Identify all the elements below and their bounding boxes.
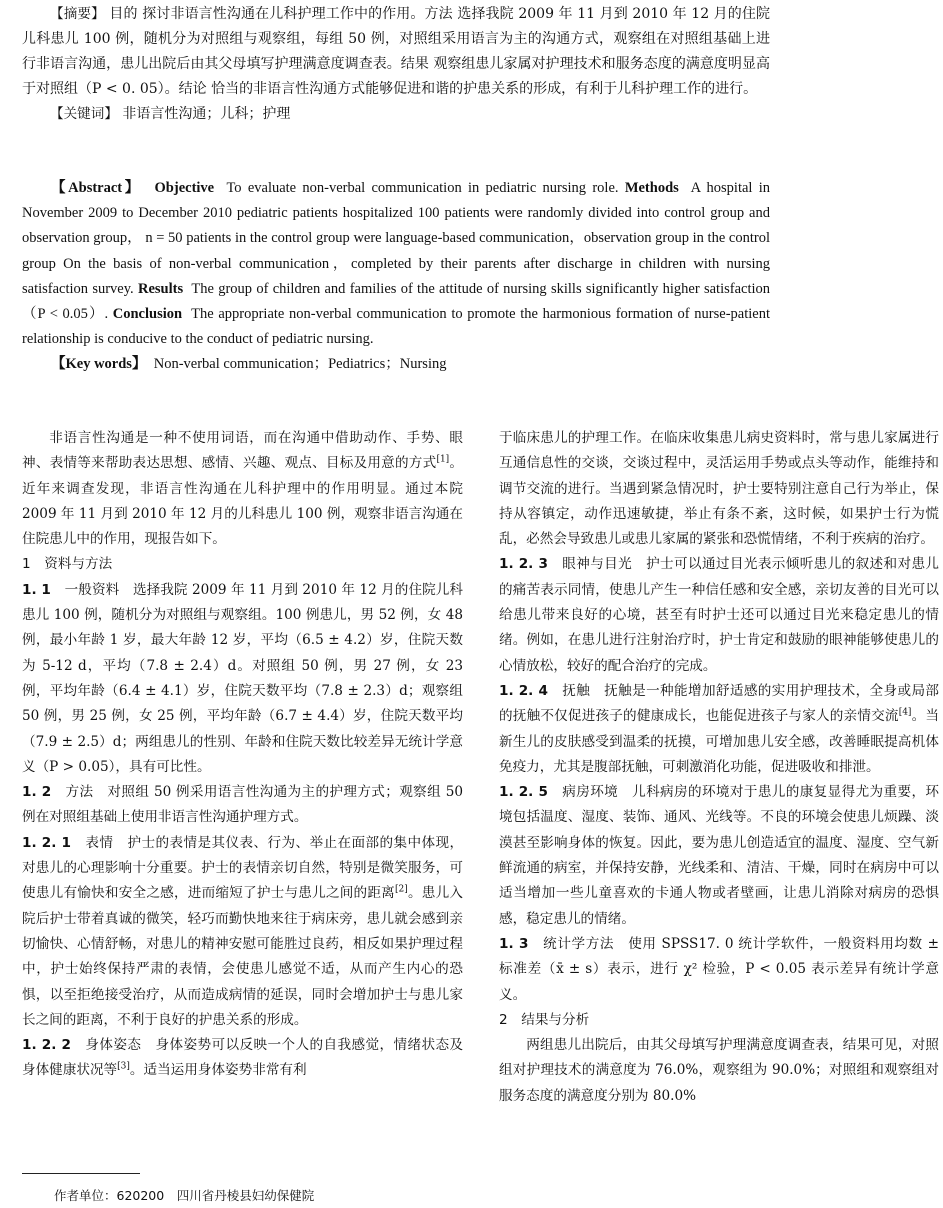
citation: [3] (117, 1061, 130, 1072)
conclusion-text: The appropriate non-verbal communication to promote the harmonious formation of nurse-patient relationship is conducive to the conduct of pediatric nursing. (22, 306, 770, 348)
en-keywords-text: Non-verbal communication；Pediatrics；Nursing (153, 356, 447, 373)
section-title: 表情 (85, 834, 114, 851)
section-number: 1. 2 (22, 784, 52, 801)
section-title: 方法 (65, 784, 94, 801)
section-text: 选择我院 2009 年 11 月到 2010 年 12 月的住院儿科患儿 100 例，随机分为对照组与观察组。100 例患儿，男 52 例，女 48 例，最小年龄 1 岁，最大年龄 12 岁，平均（6.5 ± 4.2）岁，住院天数为 5-12 d，平均（7.8 ± 2.4）d。对照组 50 例，男 27 例，女 23 例，平均年龄（6.4 ± 4.1）岁，住院天数平均（7.8 ± 2.3）d；观察组 50 例，男 25 例，女 25 例，平均年龄（6.7 ± 4.4）岁，住院天数平均（7.9 ± 2.5）d；两组患儿的性别、年龄和住院天数比较差异无统计学意义（P > 0.05），具有可比性。 (22, 581, 464, 775)
en-abstract-label: 【Abstract】 (51, 180, 142, 196)
section-text: 使用 SPSS17. 0 统计学软件，一般资料用均数 ± 标准差（x̄ ± s）表示，进行 χ² 检验，P < 0.05 表示差异有统计学意义。 (499, 935, 940, 1003)
section-1-2-5 (499, 780, 939, 932)
section-title: 病房环境 (562, 784, 619, 801)
section-1-2-3 (499, 552, 939, 678)
section-number: 1. 2. 4 (499, 682, 548, 699)
objective-text: To evaluate non-verbal communication in pediatric nursing role. (226, 180, 619, 196)
section-title: 身体姿态 (85, 1037, 142, 1054)
abstract-body: 目的 探讨非语言性沟通在儿科护理工作中的作用。方法 选择我院 2009 年 11 月到 2010 年 12 月的住院儿科患儿 100 例，随机分为对照组与观察组，每组 50 例，对照组采用语言为主的沟通方式，观察组在对照组基础上进行非语言沟通，患儿出院后由其父母填写护理满意度调查表。结果 观察组患儿家属对护理技术和服务态度的满意度明显高于对照组（P < 0. 05）。结论 恰当的非语言性沟通方式能够促进和谐的护患关系的形成，有利于儿科护理工作的进行。 (22, 6, 771, 97)
section-text: 抚触是一种能增加舒适感的实用护理技术，全身或局部的抚触不仅促进孩子的健康成长，也能促进孩子与家人的亲情交流 (499, 682, 940, 725)
results-paragraph: 两组患儿出院后，由其父母填写护理满意度调查表，结果可见，对照组对护理技术的满意度为 76.0%，观察组为 90.0%；对照组和观察组对服务态度的满意度分别为 80.0% (499, 1037, 939, 1104)
keywords-label: 【关键词】 (50, 106, 118, 122)
section-text: 身体姿势可以反映一个人的自我感觉，情绪状态及身体健康状况等 (22, 1037, 464, 1079)
abstract-label: 【摘要】 (50, 6, 105, 22)
section-text-cont: 。患儿入院后护士带着真诚的微笑，轻巧而勤快地来往于病床旁，患儿就会感到亲切愉快、心情舒畅，对患儿的精神安慰可能胜过良药，相反如果护理过程中，护士始终保持严肃的表情，会使患儿感觉不适，从而产生内心的恐惧，以至拒绝接受治疗，从而造成病情的延误，同时会增加护士与患儿家长之间的距离，不利于良好的护患关系的形成。 (22, 885, 464, 1028)
section-1-2-4 (499, 679, 939, 780)
objective-label: Objective (154, 180, 215, 196)
chinese-abstract (22, 2, 770, 127)
left-column (22, 426, 463, 1084)
section-number: 1. 2. 3 (499, 556, 548, 573)
section-text: 儿科病房的环境对于患儿的康复显得尤为重要，环境包括温度、湿度、装饰、通风、光线等。不良的环境会使患儿烦躁、淡漠甚至影响身体的恢复。因此，要为患儿创造适宜的温度、湿度、空气新鲜流通的病室，并保持安静，光线柔和、清洁、干燥，同时在病房中可以适当增加一些儿童喜欢的卡通人物或者壁画，让患儿消除对病房的恐惧感，稳定患儿的情绪。 (499, 784, 940, 927)
section-1-2 (22, 780, 463, 831)
conclusion-label: Conclusion (112, 306, 183, 323)
english-abstract (22, 176, 770, 378)
section-1-3 (499, 932, 939, 1008)
section-1-2-2 (22, 1033, 463, 1084)
footnote-rule (22, 1173, 140, 1174)
en-keywords-label: 【Key words】 (51, 356, 147, 373)
author-affiliation-footnote: 作者单位：620200 四川省丹棱县妇幼保健院 (54, 1188, 315, 1203)
section-text: 护士的表情是其仪表、行为、举止在面部的集中体现，对患儿的心理影响十分重要。护士的表情亲切自然，特别是微笑服务，可使患儿有愉快和安全之感，进而缩短了护士与患儿之间的距离 (22, 834, 464, 902)
section-text: 护士可以通过目光表示倾听患儿的叙述和对患儿的痛苦表示同情，使患儿产生一种信任感和安全感，亲切友善的目光可以给患儿带来良好的心境，甚至有时护士还可以通过目光来稳定患儿的情绪。例如，在患儿进行注射治疗时，护士肯定和鼓励的眼神能够使患儿的心情放松，较好的配合治疗的完成。 (499, 556, 940, 674)
section-text-cont: 。适当运用身体姿势非常有利 (129, 1062, 307, 1079)
section-number: 1. 2. 5 (499, 784, 548, 801)
citation: [1] (436, 454, 450, 465)
section-text-cont: 。当新生儿的皮肤感受到温柔的抚摸，可增加患儿安全感，改善睡眠提高机体免疫力，尤其是腹部抚触，可刺激消化功能，促进吸收和排泄。 (499, 708, 940, 775)
continued-paragraph: 于临床患儿的护理工作。在临床收集患儿病史资料时，常与患儿家属进行互通信息性的交谈，交谈过程中，灵活运用手势或点头等动作，能维持和调节交流的进行。当遇到紧急情况时，护士要特别注意自己行为举止，保持从容镇定，动作迅速敏捷，举止有条不紊，这时候，如果护士行为慌乱，必然会导致患儿或患儿家属的紧张和恐慌情绪，不利于疾病的治疗。 (499, 430, 939, 548)
intro-text: 非语言性沟通是一种不使用词语，而在沟通中借助动作、手势、眼神、表情等来帮助表达思想、感情、兴趣、观点、目标及用意的方式 (22, 430, 463, 472)
en-abstract-paragraph (22, 176, 770, 352)
section-title: 眼神与目光 (562, 556, 633, 573)
section-heading-2: 2 结果与分析 (499, 1011, 590, 1028)
keywords-line (22, 102, 770, 127)
section-1-1 (22, 578, 463, 780)
results-label: Results (137, 280, 184, 297)
section-title: 统计学方法 (543, 935, 615, 952)
results-text: The group of children and families of the attitude of nursing skills significantly higher satisfaction（P < 0.05）. (22, 280, 770, 323)
section-number: 1. 2. 2 (22, 1037, 71, 1054)
en-keywords-line (22, 352, 770, 377)
keywords-text: 非语言性沟通；儿科；护理 (122, 106, 291, 122)
section-heading-1: 1 资料与方法 (22, 556, 113, 573)
right-column (499, 426, 939, 1109)
intro-text-cont: 。近年来调查发现，非语言性沟通在儿科护理中的作用明显。通过本院 2009 年 11 月到 2010 年 12 月的儿科患儿 100 例，观察非语言沟通在住院患儿中的作用，现报告如下。 (22, 455, 464, 548)
citation: [2] (395, 884, 408, 895)
section-number: 1. 2. 1 (22, 834, 71, 851)
section-number: 1. 1 (22, 581, 51, 598)
abstract-paragraph (22, 2, 770, 102)
section-title: 抚触 (562, 682, 591, 699)
section-title: 一般资料 (64, 581, 120, 598)
intro-paragraph (22, 426, 463, 552)
methods-label: Methods (624, 180, 679, 196)
section-number: 1. 3 (499, 935, 529, 952)
methods-text: A hospital in November 2009 to December 2010 pediatric patients hospitalized 100 patients were randomly divided into control group and observation group， n = 50 patients in the control group were language-based communication，observation group in the control group On the basis of non-verbal communication，completed by their parents after discharge in children with nursing satisfaction survey. (22, 180, 771, 297)
citation: [4] (898, 707, 912, 718)
section-1-2-1 (22, 831, 463, 1033)
section-text: 对照组 50 例采用语言性沟通为主的护理方式；观察组 50 例在对照组基础上使用非语言性沟通护理方式。 (22, 784, 464, 826)
